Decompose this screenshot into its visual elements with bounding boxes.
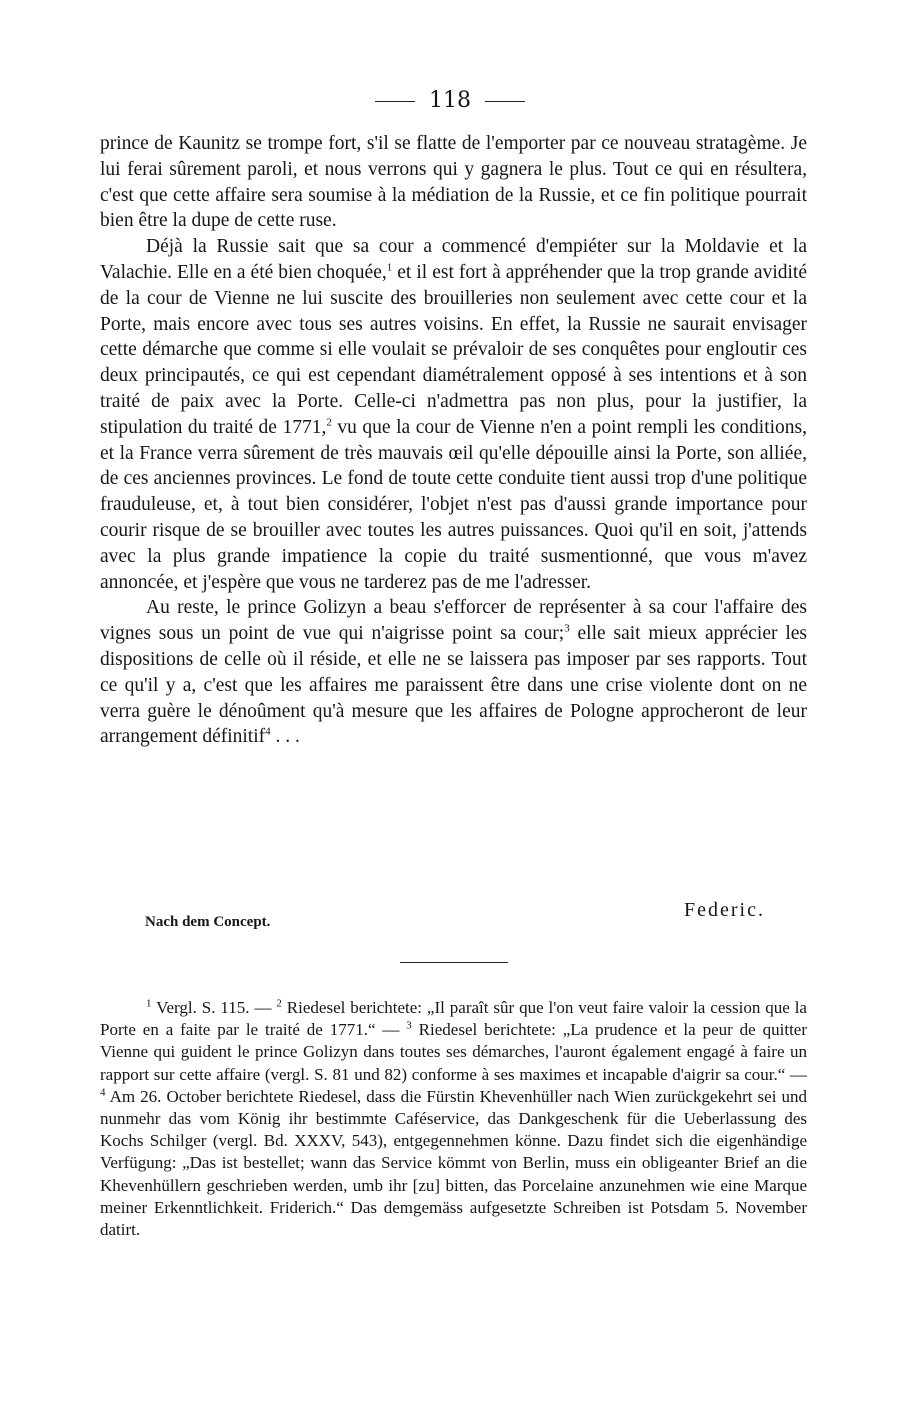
header-rule-left bbox=[375, 101, 415, 102]
footnotes bbox=[100, 997, 807, 1241]
letter-body bbox=[100, 131, 807, 750]
footnote-block bbox=[100, 997, 807, 1241]
footnote-number: 4 bbox=[100, 1086, 106, 1099]
signature: Federic. bbox=[684, 899, 765, 921]
footnote-number: 3 bbox=[406, 1019, 412, 1032]
footnote-marker: 4 bbox=[265, 725, 271, 738]
footnote-text: Riedesel berichtete: „Il paraît sûr que l'on veut faire valoir la cession que la Porte en a faite par le traité de 1771.“ — bbox=[100, 998, 807, 1040]
footnote-number: 2 bbox=[276, 997, 282, 1010]
footnote-marker: 3 bbox=[564, 622, 570, 635]
footnote-divider bbox=[400, 962, 508, 963]
paragraph-text: Déjà la Russie sait que sa cour a commencé d'empiéter sur la Moldavie et la Valachie. Elle en a été bien choquée, bbox=[100, 236, 807, 283]
page-number: 118 bbox=[429, 88, 471, 113]
paragraph-1 bbox=[100, 131, 807, 234]
paragraph-text: prince de Kaunitz se trompe fort, s'il se flatte de l'emporter par ce nouveau stratagème. Je lui ferai sûrement paroli, et nous verrons qui y gagnera le plus. Tout ce qui en résultera, c'est que cette affaire sera soumise à la médiation de la Russie, et ce fin politique pourrait bien être la dupe de cette ruse. bbox=[100, 133, 807, 232]
footnote-marker: 2 bbox=[326, 416, 332, 429]
paragraph-text: Au reste, le prince Golizyn a beau s'efforcer de représenter à sa cour l'affaire des vignes sous un point de vue qui n'aigrisse point sa cour; bbox=[100, 597, 807, 645]
footnote-text: Am 26. October berichtete Riedesel, dass die Fürstin Khevenhüller nach Wien zurückgekehrt sei und nunmehr das vom König ihr bestimmte Caféservice, das Dankgeschenk für die Ueberlassung des Kochs Schilger (vergl. Bd. XXXV, 543), entgegennehmen könne. Dazu findet sich die eigenhändige Verfügung: „Das ist bestellet; wann das Service kömmt von Berlin, muss ein obligeanter Brief an die Khevenhüllern geschrieben werden, umb ihr [zu] bitten, das Porcelaine anzunehmen wie eine Marque meiner Erkenntlichkeit. Friderich.“ Das demgemäss aufgesetzte Schreiben ist Potsdam 5. November datirt. bbox=[100, 1086, 807, 1240]
header-rule-right bbox=[485, 101, 525, 102]
paragraph-text: vu que la cour de Vienne n'en a point rempli les conditions, et la France verra sûrement de très mauvais œil qu'elle dépouille ainsi la Porte, son alliée, de ces anciennes provinces. Le fond de toute cette conduite tient aussi trop d'une politique frauduleuse, et, à tout bien considérer, l'objet n'est pas d'aussi grande importance pour courir risque de se brouiller avec toutes les autres puissances. Quoi qu'il en soit, j'attends avec la plus grande impatience la copie du traité susmentionné, que vous m'avez annoncée, et j'espère que vous ne tarderez pas de me l'adresser. bbox=[100, 416, 807, 593]
paragraph-text: elle sait mieux apprécier les dispositions de celle où il réside, et elle ne se laissera pas imposer par ses rapports. Tout ce qu'il y a, c'est que les affaires me paraissent être dans une crise violente dont on ne verra guère le dénoûment qu'à mesure que les affaires de Pologne approcheront de leur arrangement définitif bbox=[100, 623, 807, 748]
page-header bbox=[0, 86, 900, 116]
paragraph-2 bbox=[100, 234, 807, 595]
paragraph-text: et il est fort à appréhender que la trop grande avidité de la cour de Vienne ne lui suscite des brouilleries non seulement avec cette cour et la Porte, mais encore avec tous ses autres voisins. En effet, la Russie ne saurait envisager cette démarche que comme si elle voulait se prévaloir de ses conquêtes pour engloutir ces deux principautés, ce qui est cependant diamétralement opposé à ses intentions et à son traité de paix avec la Porte. Celle-ci n'admettra pas non plus, pour la justifier, la stipulation du traité de 1771, bbox=[100, 261, 807, 438]
paragraph-3 bbox=[100, 595, 807, 750]
footnote-text: Riedesel berichtete: „La prudence et la peur de quitter Vienne qui guident le prince Golizyn dans toutes ses démarches, l'auront également engagé à faire un rapport sur cette affaire (vergl. S. 81 und 82) conforme à ses maximes et incapable d'aigrir sa cour.“ — bbox=[100, 1020, 807, 1084]
footnote-text: Vergl. S. 115. — bbox=[151, 998, 277, 1017]
footnote-marker: 1 bbox=[386, 261, 393, 274]
source-note: Nach dem Concept. bbox=[145, 914, 271, 930]
footnote-number: 1 bbox=[146, 997, 152, 1010]
paragraph-text: . . . bbox=[270, 726, 300, 748]
